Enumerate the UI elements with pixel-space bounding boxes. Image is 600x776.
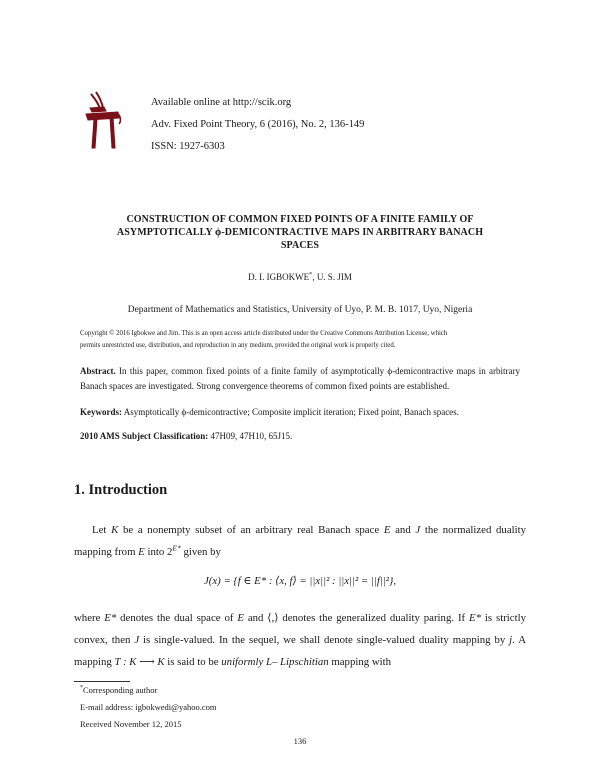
- copyright-line: permits unrestricted use, distribution, and reproduction in any medium, provided the original work is properly cited.: [80, 342, 396, 349]
- abstract-text: In this paper, common fixed points of a finite family of asymptotically ϕ-demicontractive maps in arbitrary Banach spaces are investigated. Strong convergence theorems of common fixed points are established.: [80, 366, 520, 391]
- corresponding-mark: *: [309, 271, 313, 278]
- author-name: , U. S. JIM: [312, 272, 352, 282]
- keywords-label: Keywords:: [80, 407, 122, 417]
- keywords-text: Asymptotically ϕ-demicontractive; Composite implicit iteration; Fixed point, Banach spaces.: [123, 407, 459, 417]
- footnote-email: E-mail address: igbokwedi@yahoo.com: [80, 702, 217, 712]
- author-list: [0, 272, 600, 282]
- title-line: ASYMPTOTICALLY ϕ-DEMICONTRACTIVE MAPS IN ARBITRARY BANACH: [116, 227, 484, 238]
- footnote-rule: [74, 681, 130, 682]
- author-name: D. I. IGBOKWE: [248, 272, 310, 282]
- journal-citation: Adv. Fixed Point Theory, 6 (2016), No. 2, 136-149: [151, 119, 365, 130]
- ams-classification: [80, 429, 520, 444]
- page-number: 136: [293, 736, 307, 746]
- footnote-received: Received November 12, 2015: [80, 719, 182, 729]
- ams-text: 47H09, 47H10, 65J15.: [210, 431, 293, 441]
- antelope-logo-icon: [82, 90, 122, 152]
- title-line: SPACES: [280, 240, 320, 251]
- keywords: [80, 405, 520, 420]
- abstract-label: Abstract.: [80, 366, 116, 376]
- abstract: [80, 364, 520, 394]
- availability-line: Available online at http://scik.org: [151, 97, 292, 108]
- ams-label: 2010 AMS Subject Classification:: [80, 431, 209, 441]
- issn: ISSN: 1927-6303: [151, 141, 225, 152]
- intro-paragraph-1: Let K be a nonempty subset of an arbitrary real Banach space E and J the normalized duality mapping from E into $2^{E*}$ given by: [74, 524, 527, 558]
- copyright-notice: [80, 328, 520, 352]
- copyright-line: Copyright © 2016 Igbokwe and Jim. This is an open access article distributed under the Creative Commons Attribution License, which: [80, 330, 448, 337]
- section-heading: 1. Introduction: [74, 482, 168, 498]
- footnote-corresponding: *Corresponding author: [80, 685, 158, 695]
- paper-title: [60, 213, 540, 252]
- duality-mapping-equation: J(x) = {f ∈ E* : ⟨x, f⟩ = ||x||² : ||x||² = ||f||²},: [203, 575, 397, 587]
- affiliation: Department of Mathematics and Statistics, University of Uyo, P. M. B. 1017, Uyo, Nigeria: [127, 305, 473, 315]
- title-line: CONSTRUCTION OF COMMON FIXED POINTS OF A FINITE FAMILY OF: [126, 214, 474, 225]
- intro-paragraph-2: where E* denotes the dual space of E and ⟨,⟩ denotes the generalized duality paring. If E* is strictly convex, then J is single-valued. In the sequel, we shall denote single-valued duality mapping by j. A mapping T : K ⟶ K is said to be uniformly L– Lipschitian mapping with: [74, 612, 526, 668]
